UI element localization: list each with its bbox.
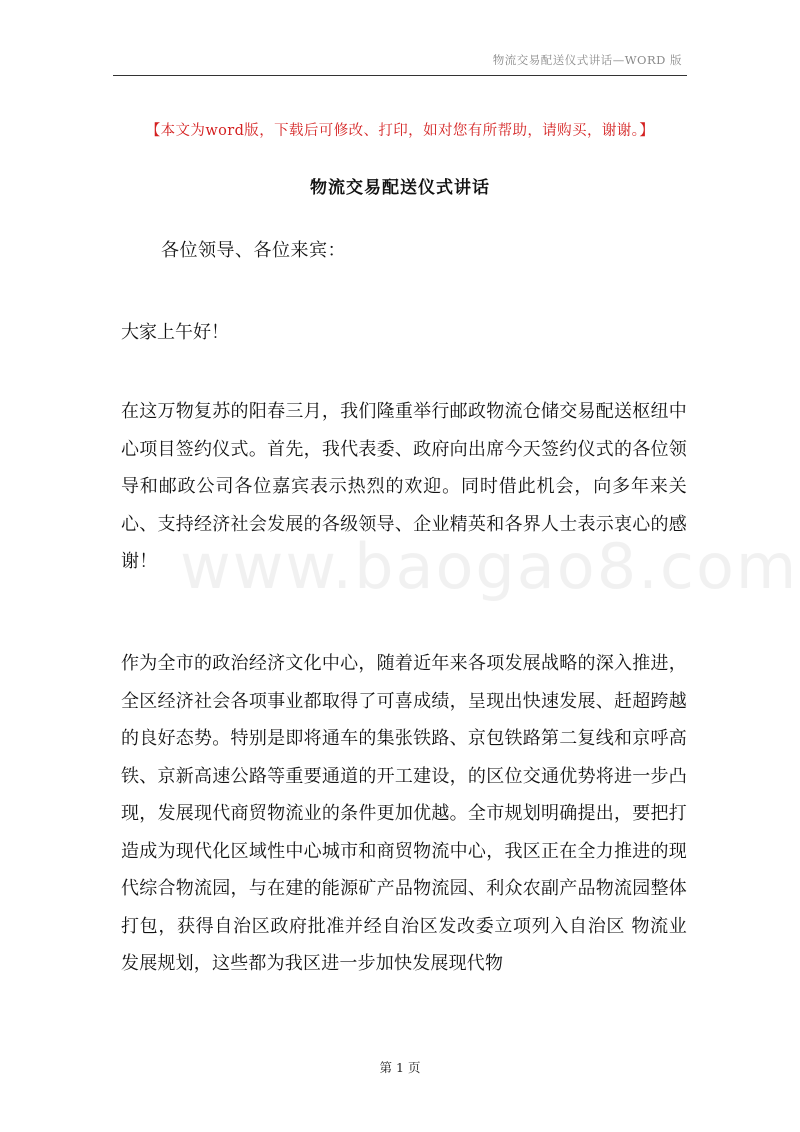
purchase-notice: 【本文为word版，下载后可修改、打印，如对您有所帮助，请购买，谢谢。】 xyxy=(145,123,655,139)
page-number: 第 1 页 xyxy=(379,1060,421,1075)
header-divider xyxy=(113,75,687,76)
greeting: 大家上午好！ xyxy=(121,322,229,343)
watermark: www.baogao8.com xyxy=(180,530,799,603)
body-paragraph-2: 作为全市的政治经济文化中心，随着近年来各项发展战略的深入推进，全区经济社会各项事业都取得了可喜成绩，呈现出快速发展、赶超跨越的良好态势。特别是即将通车的集张铁路、京包铁路第二复线和京呼高铁、京新高速公路等重要通道的开工建设，的区位交通优势将进一步凸现，发展现代商贸物流业的条件更加优越。全市规划明确提出，要把打造成为现代化区域性中心城市和商贸物流中心，我区正在全力推进的现代综合物流园，与在建的能源矿产品物流园、利众农副产品物流园整体打包，获得自治区政府批准并经自治区发改委立项列入自治区 物流业发展规划，这些都为我区进一步加快发展现代物 xyxy=(121,653,687,974)
document-title: 物流交易配送仪式讲话 xyxy=(310,178,490,198)
salutation: 各位领导、各位来宾： xyxy=(161,240,346,261)
body-paragraph-1: 在这万物复苏的阳春三月，我们隆重举行邮政物流仓储交易配送枢纽中心项目签约仪式。首先，我代表委、政府向出席今天签约仪式的各位领导和邮政公司各位嘉宾表示热烈的欢迎。同时借此机会，向多年来关心、支持经济社会发展的各级领导、企业精英和各界人士表示衷心的感谢！ xyxy=(121,401,687,572)
running-header: 物流交易配送仪式讲话—WORD 版 xyxy=(492,53,682,67)
